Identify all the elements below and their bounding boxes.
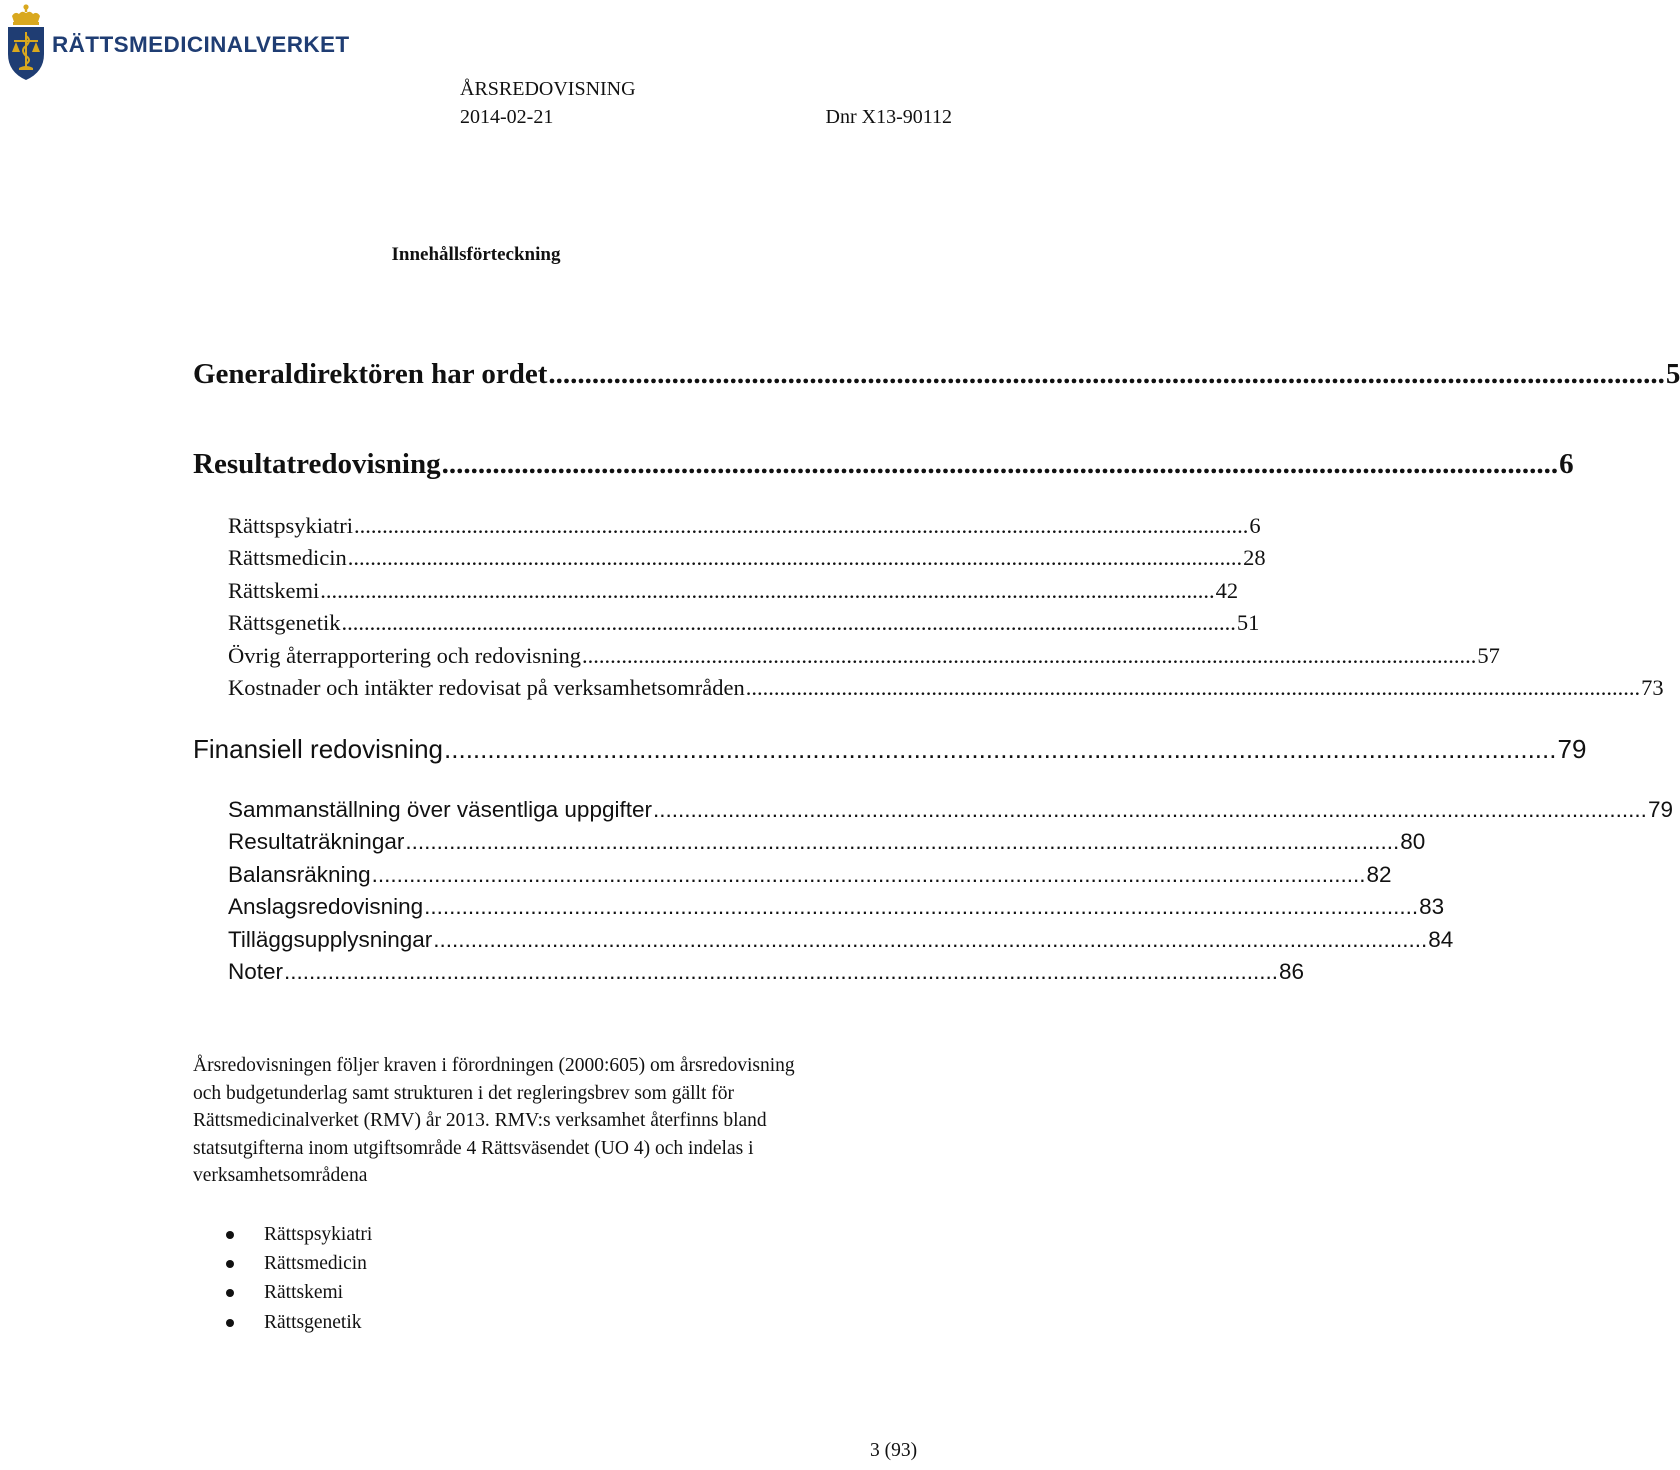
- toc-entry-sammanstallning[interactable]: [228, 794, 1673, 826]
- toc-entry-label: Anslagsredovisning: [228, 894, 424, 920]
- paragraph-line: statsutgifterna inom utgiftsområde 4 Rättsväsendet (UO 4) och indelas i: [193, 1137, 754, 1159]
- toc-entry-rattsgenetik[interactable]: [228, 607, 1260, 639]
- toc-entry-page: 83: [1419, 894, 1445, 920]
- toc-dot-leader: ...............................................................................................................................................................: [341, 610, 1236, 636]
- bullet-icon: [226, 1231, 234, 1239]
- toc-entry-page: 51: [1236, 610, 1260, 636]
- bullet-icon: [226, 1289, 234, 1297]
- toc-dot-leader: ..........................................................................................................................................................: [548, 358, 1665, 390]
- toc-entry-ovrig-aterrapportering[interactable]: [228, 640, 1500, 672]
- toc-entry-page: 79: [1557, 734, 1587, 764]
- toc-dot-leader: ...............................................................................................................................................................: [405, 829, 1400, 855]
- doc-type: ÅRSREDOVISNING: [460, 78, 636, 100]
- list-item: [225, 1279, 372, 1308]
- bullet-icon: [226, 1319, 234, 1327]
- toc-entry-page: 42: [1215, 577, 1239, 603]
- toc-dot-leader: ...............................................................................................................................................................: [433, 926, 1428, 952]
- list-item-label: Rättskemi: [264, 1282, 344, 1304]
- toc-dot-leader: ...............................................................................................................................................................: [582, 642, 1477, 668]
- toc-entry-generaldirektoren[interactable]: [193, 357, 1680, 391]
- paragraph-line: Årsredovisningen följer kraven i förordningen (2000:605) om årsredovisning: [193, 1055, 795, 1076]
- toc-entry-page: 6: [1559, 448, 1574, 480]
- toc-entry-page: 57: [1477, 642, 1500, 668]
- bullet-icon: [226, 1260, 234, 1268]
- toc-dot-leader: ...............................................................................................................................................................: [284, 958, 1278, 984]
- toc-entry-page: 80: [1400, 829, 1426, 855]
- page-number: 3 (93): [870, 1440, 918, 1461]
- toc-entry-label: Rättspsykiatri: [228, 513, 353, 538]
- toc-group-resultatredovisning: [228, 510, 1664, 704]
- toc-entry-finansiell-redovisning[interactable]: [193, 732, 1587, 766]
- toc-dot-leader: ...............................................................................................................................................................: [652, 797, 1647, 822]
- agency-name: RÄTTSMEDICINALVERKET: [52, 32, 350, 57]
- toc-entry-page: 6: [1249, 513, 1261, 538]
- list-item-label: Rättsmedicin: [264, 1252, 367, 1274]
- toc-entry-tillaggsupplysningar[interactable]: [228, 924, 1454, 956]
- toc-entry-label: Generaldirektören har ordet: [193, 358, 548, 390]
- toc-entry-label: Noter: [228, 958, 284, 984]
- toc-dot-leader: ..........................................................................................................................................................: [444, 734, 1557, 764]
- doc-date: 2014-02-21: [460, 106, 554, 128]
- toc-entry-label: Sammanställning över väsentliga uppgifter: [228, 797, 652, 822]
- toc-entry-page: 5: [1665, 358, 1680, 390]
- coat-of-arms-icon: [2, 2, 50, 82]
- toc-entry-resultatredovisning[interactable]: [193, 447, 1574, 481]
- toc-entry-resultatrakningar[interactable]: [228, 826, 1426, 858]
- list-item: [225, 1249, 372, 1278]
- toc-entry-page: 86: [1278, 958, 1305, 984]
- toc-entry-label: Rättsgenetik: [228, 610, 341, 636]
- toc-entry-label: Resultatredovisning: [193, 448, 441, 480]
- paragraph-line: Rättsmedicinalverket (RMV) år 2013. RMV:s verksamhet återfinns bland: [193, 1110, 767, 1132]
- toc-entry-page: 82: [1366, 861, 1392, 887]
- toc-dot-leader: ...............................................................................................................................................................: [424, 894, 1419, 920]
- toc-entry-anslagsredovisning[interactable]: [228, 891, 1445, 923]
- toc-entry-label: Kostnader och intäkter redovisat på verksamhetsområden: [228, 674, 745, 700]
- toc-entry-label: Resultaträkningar: [228, 829, 405, 855]
- toc-entry-rattsmedicin[interactable]: [228, 542, 1266, 574]
- toc-entry-page: 79: [1647, 797, 1673, 822]
- toc-entry-label: Övrig återrapportering och redovisning: [228, 642, 582, 668]
- toc-entry-label: Finansiell redovisning: [193, 734, 444, 764]
- toc-group-finansiell-redovisning: [228, 794, 1673, 988]
- toc-entry-rattskemi[interactable]: [228, 575, 1239, 607]
- toc-entry-balansrakning[interactable]: [228, 859, 1392, 891]
- list-item-label: Rättsgenetik: [264, 1311, 362, 1333]
- toc-entry-label: Balansräkning: [228, 861, 371, 887]
- toc-entry-noter[interactable]: [228, 956, 1305, 988]
- paragraph-line: verksamhetsområdena: [193, 1165, 368, 1187]
- toc-entry-label: Rättsmedicin: [228, 545, 347, 571]
- paragraph-line: och budgetunderlag samt strukturen i det regleringsbrev som gällt för: [193, 1082, 734, 1104]
- toc-entry-page: 28: [1243, 545, 1266, 571]
- toc-entry-label: Tilläggsupplysningar: [228, 926, 433, 952]
- toc-entry-page: 84: [1428, 926, 1454, 952]
- toc-entry-label: Rättskemi: [228, 577, 320, 603]
- list-item: [225, 1308, 372, 1337]
- toc-entry-kostnader-och-intakter[interactable]: [228, 672, 1664, 704]
- intro-paragraph: [193, 1052, 933, 1190]
- bullet-list: [225, 1220, 372, 1337]
- toc-dot-leader: ...............................................................................................................................................................: [745, 674, 1641, 700]
- toc-dot-leader: ...............................................................................................................................................................: [320, 577, 1215, 603]
- toc-dot-leader: ...............................................................................................................................................................: [371, 861, 1366, 887]
- toc-entry-rattspsykiatri[interactable]: [228, 510, 1261, 542]
- toc-dot-leader: ..........................................................................................................................................................: [441, 448, 1559, 480]
- list-item-label: Rättspsykiatri: [264, 1223, 373, 1245]
- doc-reference: Dnr X13-90112: [825, 106, 952, 128]
- toc-title: Innehållsförteckning: [391, 244, 561, 265]
- toc-dot-leader: ...............................................................................................................................................................: [354, 513, 1249, 538]
- toc-entry-page: 73: [1641, 674, 1664, 700]
- toc-dot-leader: ...............................................................................................................................................................: [347, 545, 1243, 571]
- list-item: [225, 1220, 372, 1249]
